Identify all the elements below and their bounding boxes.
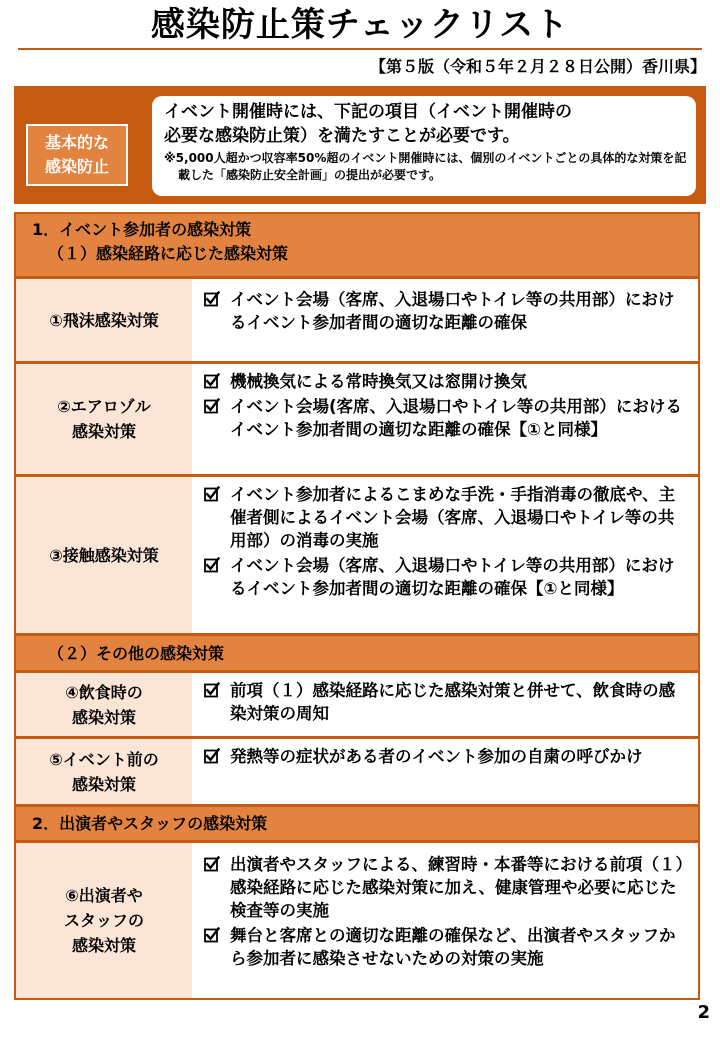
basic-prevention-label [26, 124, 128, 186]
check-item-text: 前項（１）感染経路に応じた感染対策と併せて、飲食時の感染対策の周知 [230, 681, 676, 723]
check-item-text: 発熱等の症状がある者のイベント参加の自粛の呼びかけ [230, 747, 643, 766]
category-line: ⑤イベント前の [49, 749, 159, 769]
check-item [204, 288, 688, 334]
basic-label-line1: 基本的な [44, 133, 109, 152]
check-item [204, 395, 688, 441]
row-items [192, 364, 698, 474]
checkbox-checked-icon [204, 682, 220, 698]
checklist-row-aerosol [16, 361, 698, 474]
checklist-row-performers [16, 840, 698, 998]
section-1-title: 1．イベント参加者の感染対策 [32, 220, 252, 239]
row-category [16, 739, 192, 804]
row-items [192, 739, 698, 804]
checkbox-checked-icon [204, 748, 220, 764]
checklist-row-droplet [16, 276, 698, 361]
category-line: ⑥出演者や [65, 886, 143, 905]
checkbox-checked-icon [204, 398, 220, 414]
page-title: 感染防止策チェックリスト [150, 5, 570, 45]
basic-label-line2: 感染防止 [44, 157, 109, 176]
check-item [204, 679, 688, 725]
category-line: 感染対策 [71, 774, 136, 794]
check-item-text: 舞台と客席との適切な距離の確保など、出演者やスタッフから参加者に感染させないための対策の実施 [230, 926, 676, 968]
row-items [192, 477, 698, 633]
check-item [204, 853, 688, 922]
category-line: 感染対策 [71, 707, 136, 727]
check-item-text: イベント会場（客席、入退場口やトイレ等の共用部）におけるイベント参加者間の適切な距離の確保【①と同様】 [230, 556, 675, 598]
check-item [204, 554, 688, 600]
check-item-text: 出演者やスタッフによる、練習時・本番等における前項（１）感染経路に応じた感染対策に加え、健康管理や必要に応じた検査等の実施 [230, 855, 684, 920]
check-item-text: 機械換気による常時換気又は窓開け換気 [230, 372, 527, 391]
row-category [16, 843, 192, 998]
check-item [204, 924, 688, 970]
checkbox-checked-icon [204, 856, 220, 872]
section-1-2-title: （２）その他の感染対策 [48, 644, 225, 663]
row-items [192, 673, 698, 736]
check-item [204, 483, 688, 552]
title-divider [18, 48, 702, 50]
page-number: 2 [697, 1002, 710, 1023]
section-2-header [16, 804, 698, 840]
section-1-header [16, 214, 698, 276]
category-line: 感染対策 [71, 422, 136, 441]
checkbox-checked-icon [204, 486, 220, 502]
category-line: 感染対策 [71, 936, 136, 955]
category-line: ③接触感染対策 [49, 545, 159, 565]
check-item [204, 370, 688, 393]
category-line: ①飛沫感染対策 [49, 310, 159, 330]
basic-main-line2: 必要な感染防止策）を満たすことが必要です。 [164, 126, 520, 146]
category-line: ④飲食時の [65, 682, 143, 702]
checkbox-checked-icon [204, 291, 220, 307]
row-category [16, 364, 192, 474]
section-2-title: 2．出演者やスタッフの感染対策 [32, 814, 268, 833]
check-item-text: イベント会場（客席、入退場口やトイレ等の共用部）におけるイベント参加者間の適切な距離の確保 [230, 290, 675, 332]
row-items [192, 843, 698, 998]
basic-note: ※5,000人超かつ収容率50%超のイベント開催時には、個別のイベントごとの具体的な対策を記載した「感染防止安全計画」の提出が必要です。 [164, 151, 687, 182]
section-1-2-header [16, 633, 698, 670]
category-line: スタッフの [63, 911, 144, 930]
row-items [192, 279, 698, 361]
checkbox-checked-icon [204, 557, 220, 573]
basic-prevention-text [152, 96, 696, 196]
checkbox-checked-icon [204, 373, 220, 389]
checkbox-checked-icon [204, 927, 220, 943]
category-line: ②エアロゾル [57, 397, 151, 416]
row-category [16, 477, 192, 633]
basic-main-line1: イベント開催時には、下記の項目（イベント開催時の [164, 102, 572, 122]
section-1-1-title: （１）感染経路に応じた感染対策 [48, 244, 289, 263]
checklist-row-pre-event [16, 736, 698, 804]
checklist-row-eating [16, 670, 698, 736]
version-info: 【第５版（令和５年２月２８日公開）香川県】 [369, 57, 706, 76]
row-category [16, 673, 192, 736]
checklist-table [14, 212, 700, 1000]
check-item-text: イベント会場(客席、入退場口やトイレ等の共用部）におけるイベント参加者間の適切な距離の確保【①と同様】 [230, 397, 682, 439]
basic-prevention-box [14, 86, 706, 204]
check-item-text: イベント参加者によるこまめな手洗・手指消毒の徹底や、主催者側によるイベント会場（客席、入退場口やトイレ等の共用部）の消毒の実施 [230, 485, 676, 550]
checklist-row-contact [16, 474, 698, 633]
row-category [16, 279, 192, 361]
check-item [204, 745, 688, 768]
